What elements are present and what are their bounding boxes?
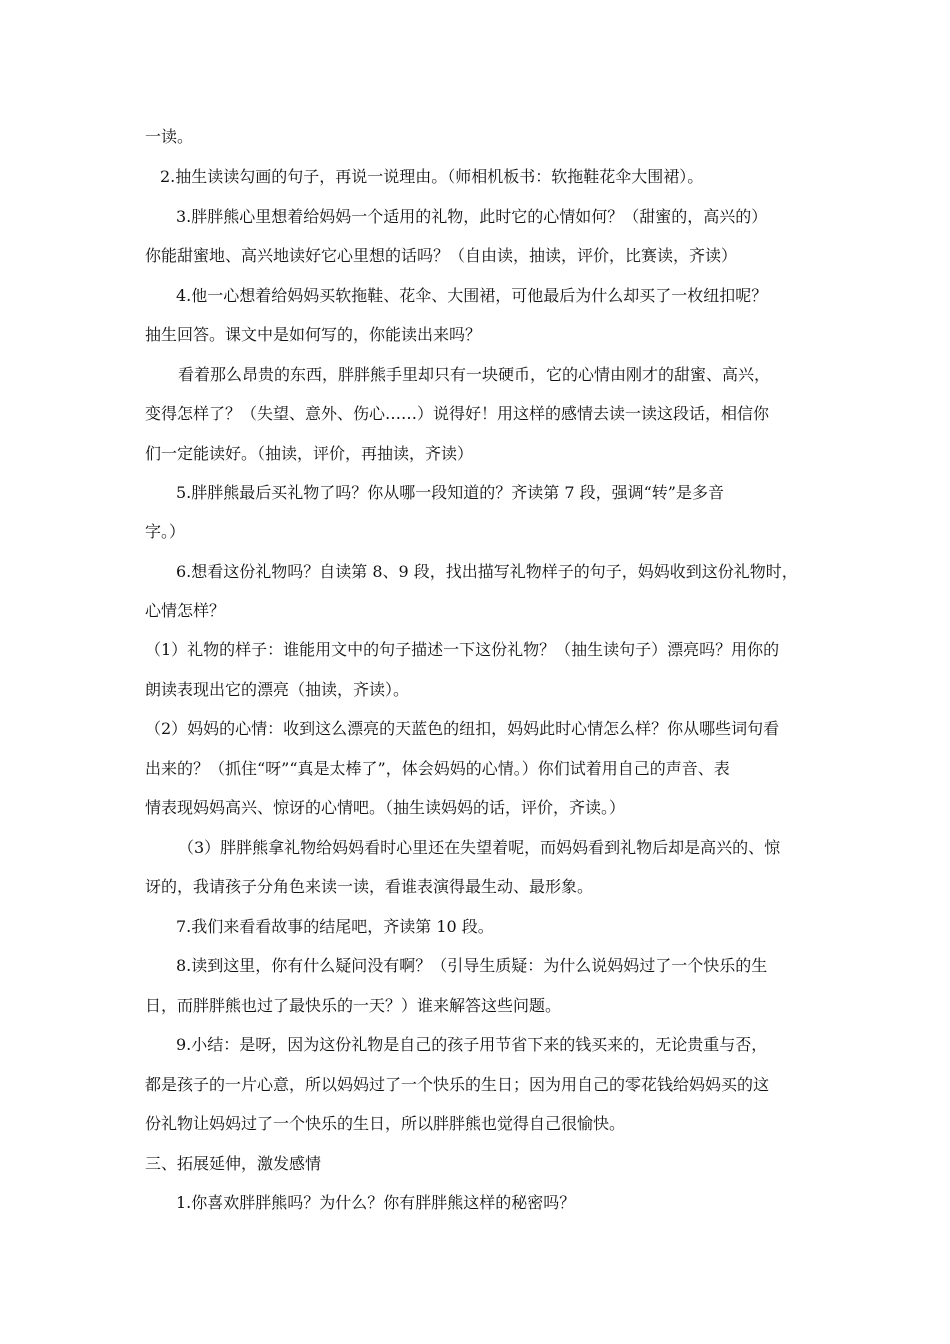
text-line: 7.我们来看看故事的结尾吧，齐读第 10 段。 xyxy=(176,917,494,936)
text-line: 都是孩子的一片心意，所以妈妈过了一个快乐的生日；因为用自己的零花钱给妈妈买的这 xyxy=(145,1075,770,1094)
text-line: 出来的？（抓住“呀”“真是太棒了”，体会妈妈的心情。）你们试着用自己的声音、表 xyxy=(145,759,730,778)
text-line: 6.想看这份礼物吗？自读第 8、9 段，找出描写礼物样子的句子，妈妈收到这份礼物时， xyxy=(176,562,798,581)
text-line: 一读。 xyxy=(145,127,194,146)
section-heading: 三、拓展延伸，激发感情 xyxy=(145,1154,322,1173)
text-line: 4.他一心想着给妈妈买软拖鞋、花伞、大围裙，可他最后为什么却买了一枚纽扣呢？ xyxy=(176,286,768,305)
text-line: 朗读表现出它的漂亮（抽读，齐读）。 xyxy=(145,680,410,699)
text-line: 情表现妈妈高兴、惊讶的心情吧。（抽生读妈妈的话，评价，齐读。） xyxy=(145,798,626,817)
text-line: 心情怎样？ xyxy=(145,601,226,620)
text-line: 你能甜蜜地、高兴地读好它心里想的话吗？（自由读，抽读，评价，比赛读，齐读） xyxy=(145,246,738,265)
text-line: 讶的，我请孩子分角色来读一读，看谁表演得最生动、最形象。 xyxy=(145,877,594,896)
text-line: 5.胖胖熊最后买礼物了吗？你从哪一段知道的？齐读第 7 段，强调“转”是多音 xyxy=(176,483,724,502)
text-line: （3）胖胖熊拿礼物给妈妈看时心里还在失望着呢，而妈妈看到礼物后却是高兴的、惊 xyxy=(178,838,781,857)
text-line: 1.你喜欢胖胖熊吗？为什么？你有胖胖熊这样的秘密吗？ xyxy=(176,1193,576,1212)
text-line: 抽生回答。课文中是如何写的，你能读出来吗？ xyxy=(145,325,482,344)
text-line: 们一定能读好。（抽读，评价，再抽读，齐读） xyxy=(145,444,474,463)
text-line: 日，而胖胖熊也过了最快乐的一天？）谁来解答这些问题。 xyxy=(145,996,562,1015)
text-line: 9.小结：是呀，因为这份礼物是自己的孩子用节省下来的钱买来的，无论贵重与否， xyxy=(176,1035,768,1054)
text-line: 3.胖胖熊心里想着给妈妈一个适用的礼物，此时它的心情如何？（甜蜜的，高兴的） xyxy=(176,207,768,226)
text-line: （1）礼物的样子：谁能用文中的句子描述一下这份礼物？（抽生读句子）漂亮吗？用你的 xyxy=(145,640,780,659)
text-line: 字。） xyxy=(145,522,186,541)
text-line: 份礼物让妈妈过了一个快乐的生日，所以胖胖熊也觉得自己很愉快。 xyxy=(145,1114,626,1133)
text-line: 2.抽生读读勾画的句子，再说一说理由。（师相机板书：软拖鞋花伞大围裙）。 xyxy=(160,167,704,186)
text-line: 看着那么昂贵的东西，胖胖熊手里却只有一块硬币，它的心情由刚才的甜蜜、高兴， xyxy=(178,365,771,384)
text-line: 8.读到这里，你有什么疑问没有啊？（引导生质疑：为什么说妈妈过了一个快乐的生 xyxy=(176,956,768,975)
text-line: （2）妈妈的心情：收到这么漂亮的天蓝色的纽扣，妈妈此时心情怎么样？你从哪些词句看 xyxy=(145,719,780,738)
text-line: 变得怎样了？（失望、意外、伤心……）说得好！用这样的感情去读一读这段话，相信你 xyxy=(145,404,770,423)
